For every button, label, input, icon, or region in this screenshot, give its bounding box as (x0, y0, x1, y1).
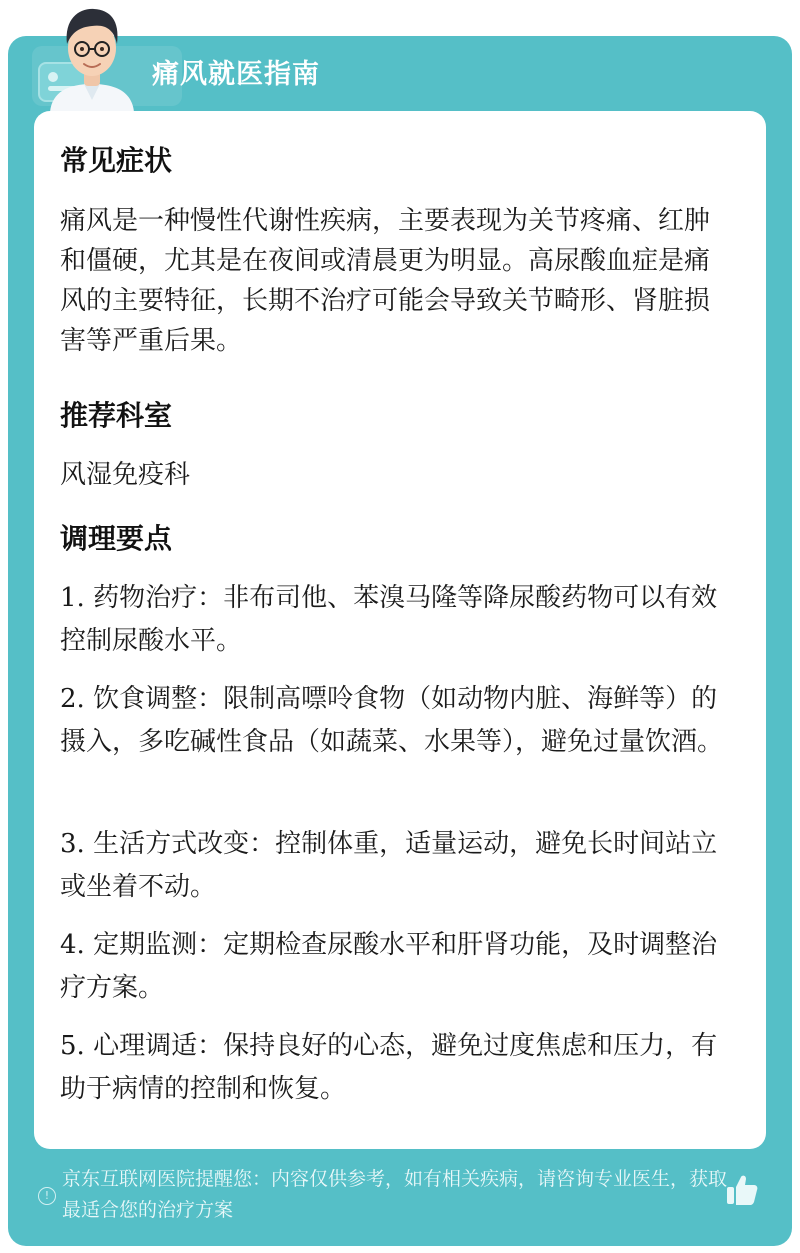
department-text: 风湿免疫科 (60, 460, 191, 490)
doctor-avatar-icon (44, 0, 140, 112)
list-item-text: 定期监测：定期检查尿酸水平和肝肾功能，及时调整治疗方案。 (60, 930, 718, 1003)
list-item-text: 药物治疗：非布司他、苯溴马隆等降尿酸药物可以有效控制尿酸水平。 (60, 583, 718, 656)
list-item (60, 577, 730, 663)
thumbs-up-icon[interactable] (724, 1172, 760, 1208)
info-icon: ! (38, 1187, 56, 1205)
list-item-text: 生活方式改变：控制体重，适量运动，避免长时间站立或坐着不动。 (60, 829, 718, 902)
list-item (60, 924, 730, 1010)
list-item-number: 1. (60, 583, 85, 613)
page-title: 痛风就医指南 (152, 59, 320, 90)
list-item (60, 678, 730, 764)
department-heading: 推荐科室 (60, 399, 173, 432)
list-item-text: 心理调适：保持良好的心态，避免过度焦虑和压力，有助于病情的控制和恢复。 (60, 1031, 718, 1104)
list-item-number: 2. (60, 684, 85, 714)
symptoms-text: 痛风是一种慢性代谢性疾病，主要表现为关节疼痛、红肿和僵硬，尤其是在夜间或清晨更为明显。高尿酸血症是痛风的主要特征，长期不治疗可能会导致关节畸形、肾脏损害等严重后果。 (60, 206, 711, 356)
list-item-number: 5. (60, 1031, 85, 1061)
list-item-text: 饮食调整：限制高嘌呤食物（如动物内脏、海鲜等）的摄入，多吃碱性食品（如蔬菜、水果等），避免过量饮酒。 (60, 684, 724, 757)
disclaimer-text: 京东互联网医院提醒您：内容仅供参考，如有相关疾病，请咨询专业医生，获取最适合您的治疗方案 (62, 1168, 728, 1221)
list-item (60, 1025, 730, 1111)
symptoms-heading: 常见症状 (60, 144, 173, 177)
list-item-number: 3. (60, 829, 85, 859)
content-panel (34, 111, 766, 1149)
list-item (60, 823, 730, 909)
list-item-number: 4. (60, 930, 85, 960)
care-heading: 调理要点 (60, 522, 173, 555)
